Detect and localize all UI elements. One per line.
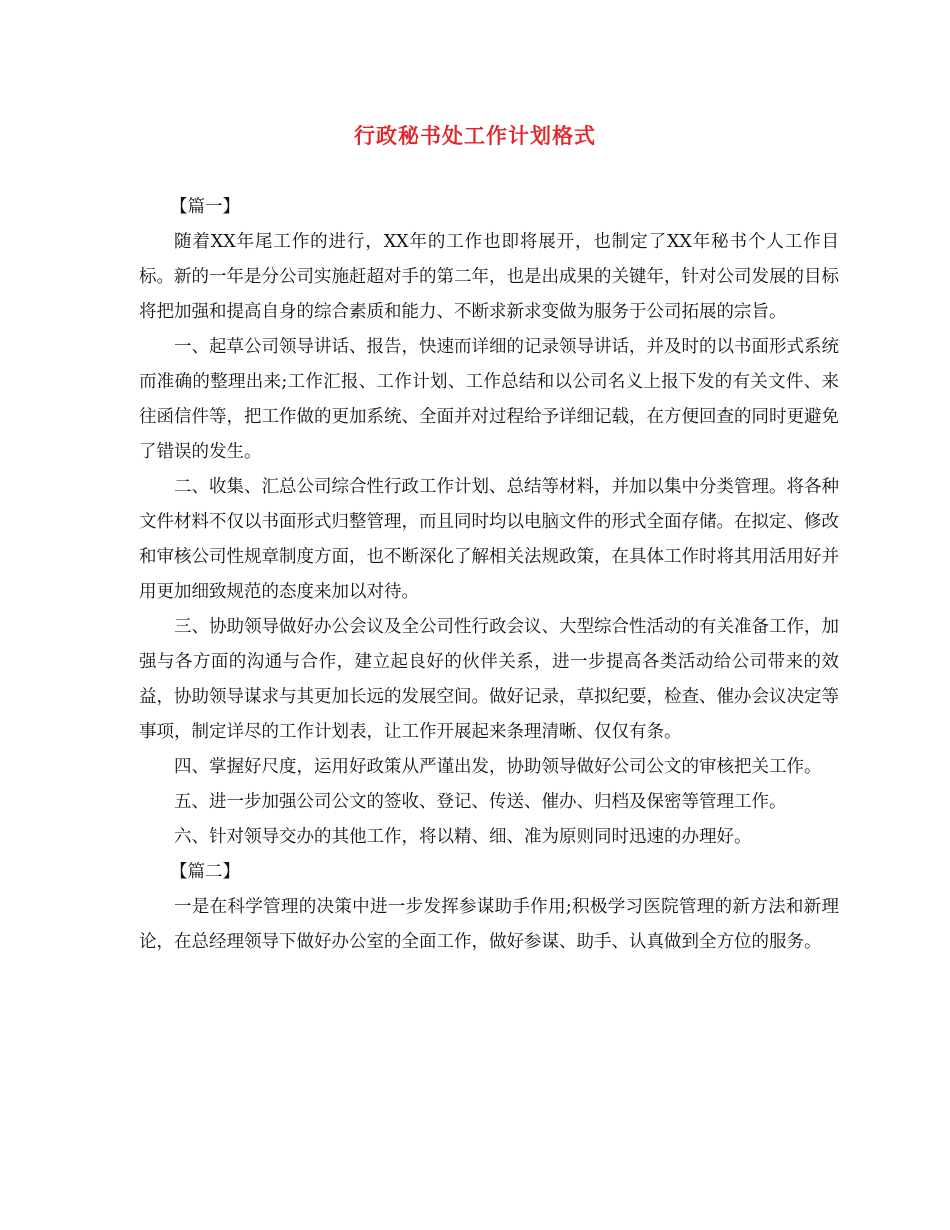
paragraph: 一是在科学管理的决策中进一步发挥参谋助手作用;积极学习医院管理的新方法和新理论，在总经理领导下做好办公室的全面工作，做好参谋、助手、认真做到全方位的服务。 bbox=[139, 897, 839, 952]
paragraph: 六、针对领导交办的其他工作，将以精、细、准为原则同时迅速的办理好。 bbox=[174, 827, 752, 847]
paragraph: 四、掌握好尺度，运用好政策从严谨出发，协助领导做好公司公文的审核把关工作。 bbox=[174, 757, 822, 777]
paragraph: 二、收集、汇总公司综合性行政工作计划、总结等材料，并加以集中分类管理。将各种文件材料不仅以书面形式归整管理，而且同时均以电脑文件的形式全面存储。在拟定、修改和审核公司性规章制度方面，也不断深化了解相关法规政策，在具体工作时将其用活用好并用更加细致规范的态度来加以对待。 bbox=[139, 477, 839, 602]
document-title: 行政秘书处工作计划格式 bbox=[354, 123, 596, 148]
paragraph: 三、协助领导做好办公会议及全公司性行政会议、大型综合性活动的有关准备工作，加强与各方面的沟通与合作，建立起良好的伙伴关系，进一步提高各类活动给公司带来的效益，协助领导谋求与其更加长远的发展空间。做好记录，草拟纪要，检查、催办会议决定等事项，制定详尽的工作计划表，让工作开展起来条理清晰、仅仅有条。 bbox=[139, 617, 839, 742]
paragraph: 五、进一步加强公司公文的签收、登记、传送、催办、归档及保密等管理工作。 bbox=[174, 792, 787, 812]
section-heading-2: 【篇二】 bbox=[170, 862, 240, 882]
paragraph: 一、起草公司领导讲话、报告，快速而详细的记录领导讲话，并及时的以书面形式系统而准确的整理出来;工作汇报、工作计划、工作总结和以公司名义上报下发的有关文件、来往函信件等，把工作做的更加系统、全面并对过程给予详细记载，在方便回查的同时更避免了错误的发生。 bbox=[139, 337, 839, 462]
document-body bbox=[139, 190, 839, 960]
paragraph: 随着XX年尾工作的进行，XX年的工作也即将展开，也制定了XX年秘书个人工作目标。新的一年是分公司实施赶超对手的第二年，也是出成果的关键年，针对公司发展的目标将把加强和提高自身的综合素质和能力、不断求新求变做为服务于公司拓展的宗旨。 bbox=[139, 232, 839, 322]
section-heading-1: 【篇一】 bbox=[170, 197, 240, 217]
